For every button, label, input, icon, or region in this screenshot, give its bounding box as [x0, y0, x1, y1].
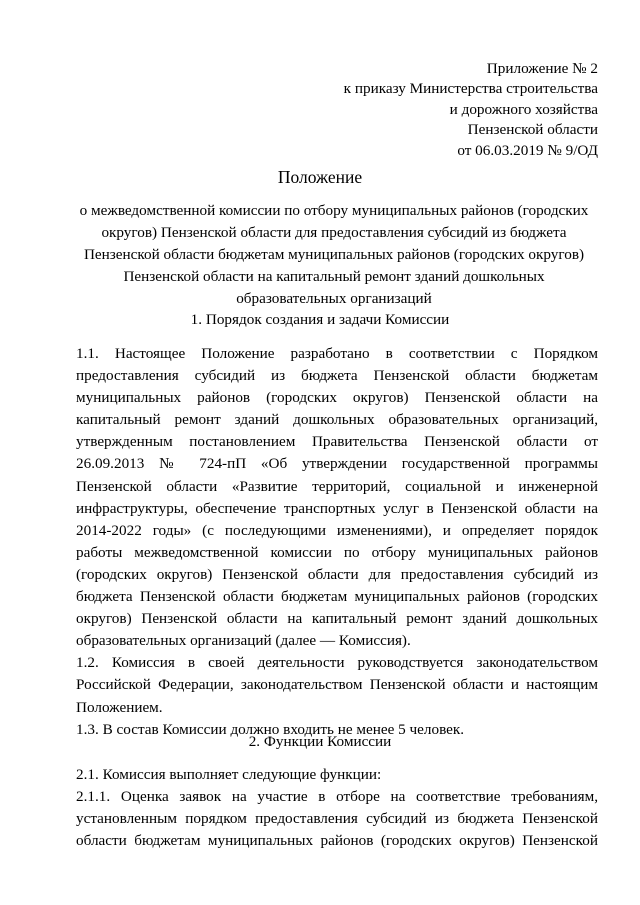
paragraph-line: муниципальных районов (городских округов) Пензенской области на [76, 389, 598, 407]
appendix-reference [344, 59, 598, 161]
paragraph-line: установленным порядком предоставления субсидий из бюджета Пензенской [76, 810, 598, 828]
paragraph-line: капитальный ремонт зданий дошкольных образовательных организаций, [76, 411, 598, 429]
paragraph-1-1 [76, 343, 598, 741]
paragraph-line: (городских округов) Пензенской области для предоставления субсидий из [76, 565, 598, 583]
paragraph-line: 1.2. Комиссия в своей деятельности руководствуется законодательством [76, 654, 598, 672]
paragraph-line: Российской Федерации, законодательством Пензенской области и настоящим [76, 676, 598, 694]
subtitle-line: округов) Пензенской области для предоставления субсидий из бюджета [101, 224, 567, 241]
appendix-line: к приказу Министерства строительства [343, 80, 598, 98]
paragraph-line: работы межведомственной комиссии по отбору муниципальных районов [76, 543, 598, 561]
paragraph-line: 2.1. Комиссия выполняет следующие функции: [76, 766, 382, 783]
subtitle-line: Пензенской области на капитальный ремонт зданий дошкольных [123, 268, 545, 285]
paragraph-line: 26.09.2013 № 724-пП «Об утверждении государственной программы [76, 455, 598, 473]
paragraph-line: Положением. [76, 698, 163, 716]
appendix-line: и дорожного хозяйства [449, 100, 598, 118]
paragraph-line: бюджета Пензенской области бюджетам муниципальных районов (городских [76, 588, 598, 606]
paragraph-line: предоставления субсидий из бюджета Пензенской области бюджетам [76, 367, 598, 385]
subtitle-line: о межведомственной комиссии по отбору муниципальных районов (городских [79, 202, 589, 219]
paragraph-line: Пензенской области «Развитие территорий, социальной и инженерной [76, 477, 598, 495]
paragraph-line: округов) Пензенской области на капитальный ремонт зданий дошкольных [76, 610, 598, 628]
section-1-heading: 1. Порядок создания и задачи Комиссии [190, 311, 450, 328]
document-subtitle [60, 200, 608, 310]
appendix-line: от 06.03.2019 № 9/ОД [457, 141, 598, 159]
paragraph-line: 1.3. В состав Комиссии должно входить не менее 5 человек. [76, 720, 465, 738]
subtitle-line: образовательных организаций [236, 290, 432, 307]
subtitle-line: Пензенской области бюджетам муниципальных районов (городских округов) [83, 246, 585, 263]
section-2-heading: 2. Функции Комиссии [248, 733, 392, 750]
paragraph-line: инфраструктуры, обеспечение транспортных услуг в Пензенской области на [76, 499, 598, 517]
appendix-line: Приложение № 2 [486, 60, 598, 77]
document-title: Положение [277, 167, 363, 187]
paragraph-line: области бюджетам муниципальных районов (городских округов) Пензенской [76, 832, 598, 850]
paragraph-line: утвержденным постановлением Правительства Пензенской области от [76, 433, 598, 451]
paragraph-line: 2014-2022 годы» (с последующими изменениями), и определяет порядок [76, 521, 598, 539]
appendix-line: Пензенской области [467, 121, 598, 139]
paragraph-line: 1.1. Настоящее Положение разработано в соответствии с Порядком [76, 345, 598, 362]
paragraph-line: 2.1.1. Оценка заявок на участие в отборе на соответствие требованиям, [76, 788, 598, 806]
paragraph-2-1 [76, 764, 598, 852]
paragraph-line: образовательных организаций (далее — Комиссия). [76, 632, 411, 650]
